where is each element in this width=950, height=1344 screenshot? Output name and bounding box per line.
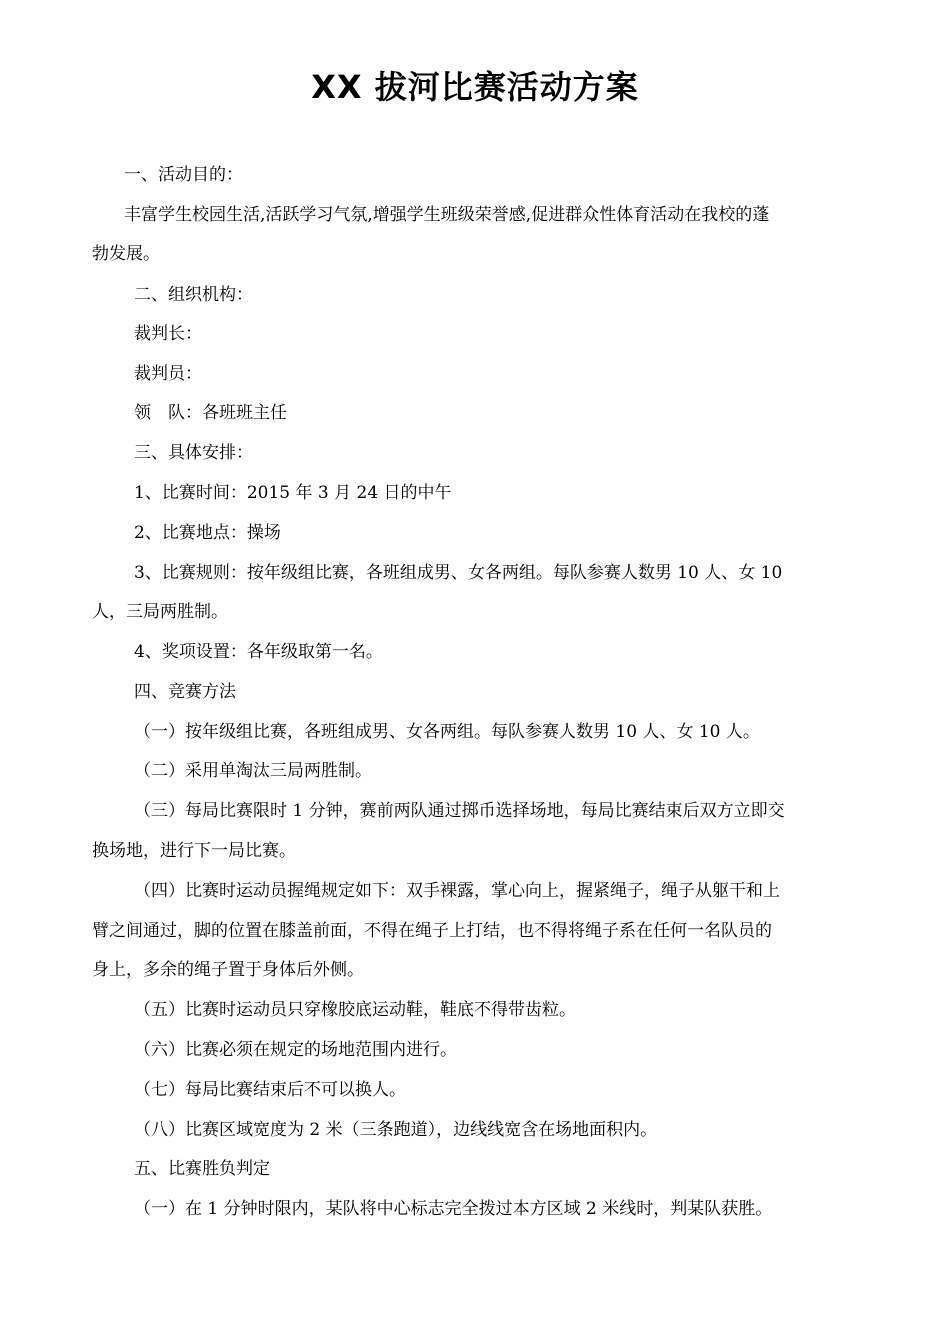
paragraph-line: （六）比赛必须在规定的场地范围内进行。 [134, 1040, 457, 1060]
paragraph-line: 换场地，进行下一局比赛。 [92, 841, 296, 861]
paragraph-line: 臂之间通过，脚的位置在膝盖前面，不得在绳子上打结，也不得将绳子系在任何一名队员的 [92, 921, 772, 941]
paragraph-line: 勃发展。 [92, 244, 160, 264]
document-title: XX 拔河比赛活动方案 [311, 68, 639, 106]
paragraph-line: 2、比赛地点：操场 [134, 523, 281, 543]
section-heading-arrangement: 三、具体安排： [134, 443, 253, 463]
paragraph-line: （二）采用单淘汰三局两胜制。 [134, 761, 372, 781]
section-heading-method: 四、竞赛方法 [134, 682, 236, 702]
paragraph-line: 1、比赛时间：2015 年 3 月 24 日的中午 [134, 483, 452, 503]
paragraph-line: 3、比赛规则：按年级组比赛，各班组成男、女各两组。每队参赛人数男 10 人、女 10 [134, 563, 783, 583]
paragraph-line: （四）比赛时运动员握绳规定如下：双手裸露，掌心向上，握紧绳子，绳子从躯干和上 [134, 881, 780, 901]
paragraph-line: （一）按年级组比赛，各班组成男、女各两组。每队参赛人数男 10 人、女 10 人。 [134, 722, 760, 742]
paragraph-line: （五）比赛时运动员只穿橡胶底运动鞋，鞋底不得带齿粒。 [134, 1000, 576, 1020]
paragraph-line: （三）每局比赛限时 1 分钟，赛前两队通过掷币选择场地，每局比赛结束后双方立即交 [134, 801, 785, 821]
section-heading-organization: 二、组织机构： [134, 285, 253, 305]
paragraph-line: 身上，多余的绳子置于身体后外侧。 [92, 960, 364, 980]
paragraph-line: （一）在 1 分钟时限内，某队将中心标志完全拨过本方区域 2 米线时，判某队获胜。 [134, 1199, 773, 1219]
paragraph-line: 领 队：各班班主任 [134, 403, 287, 423]
paragraph-line: （八）比赛区域宽度为 2 米（三条跑道），边线线宽含在场地面积内。 [134, 1120, 658, 1140]
section-heading-result: 五、比赛胜负判定 [134, 1159, 270, 1179]
paragraph-line: （七）每局比赛结束后不可以换人。 [134, 1080, 406, 1100]
paragraph-line: 裁判员： [134, 364, 202, 384]
section-heading-purpose: 一、活动目的： [124, 165, 243, 185]
paragraph-line: 人，三局两胜制。 [92, 602, 228, 622]
paragraph-line: 4、奖项设置：各年级取第一名。 [134, 642, 383, 662]
paragraph-line: 裁判长： [134, 324, 202, 344]
paragraph-line: 丰富学生校园生活,活跃学习气氛,增强学生班级荣誉感,促进群众性体育活动在我校的蓬 [124, 205, 770, 225]
